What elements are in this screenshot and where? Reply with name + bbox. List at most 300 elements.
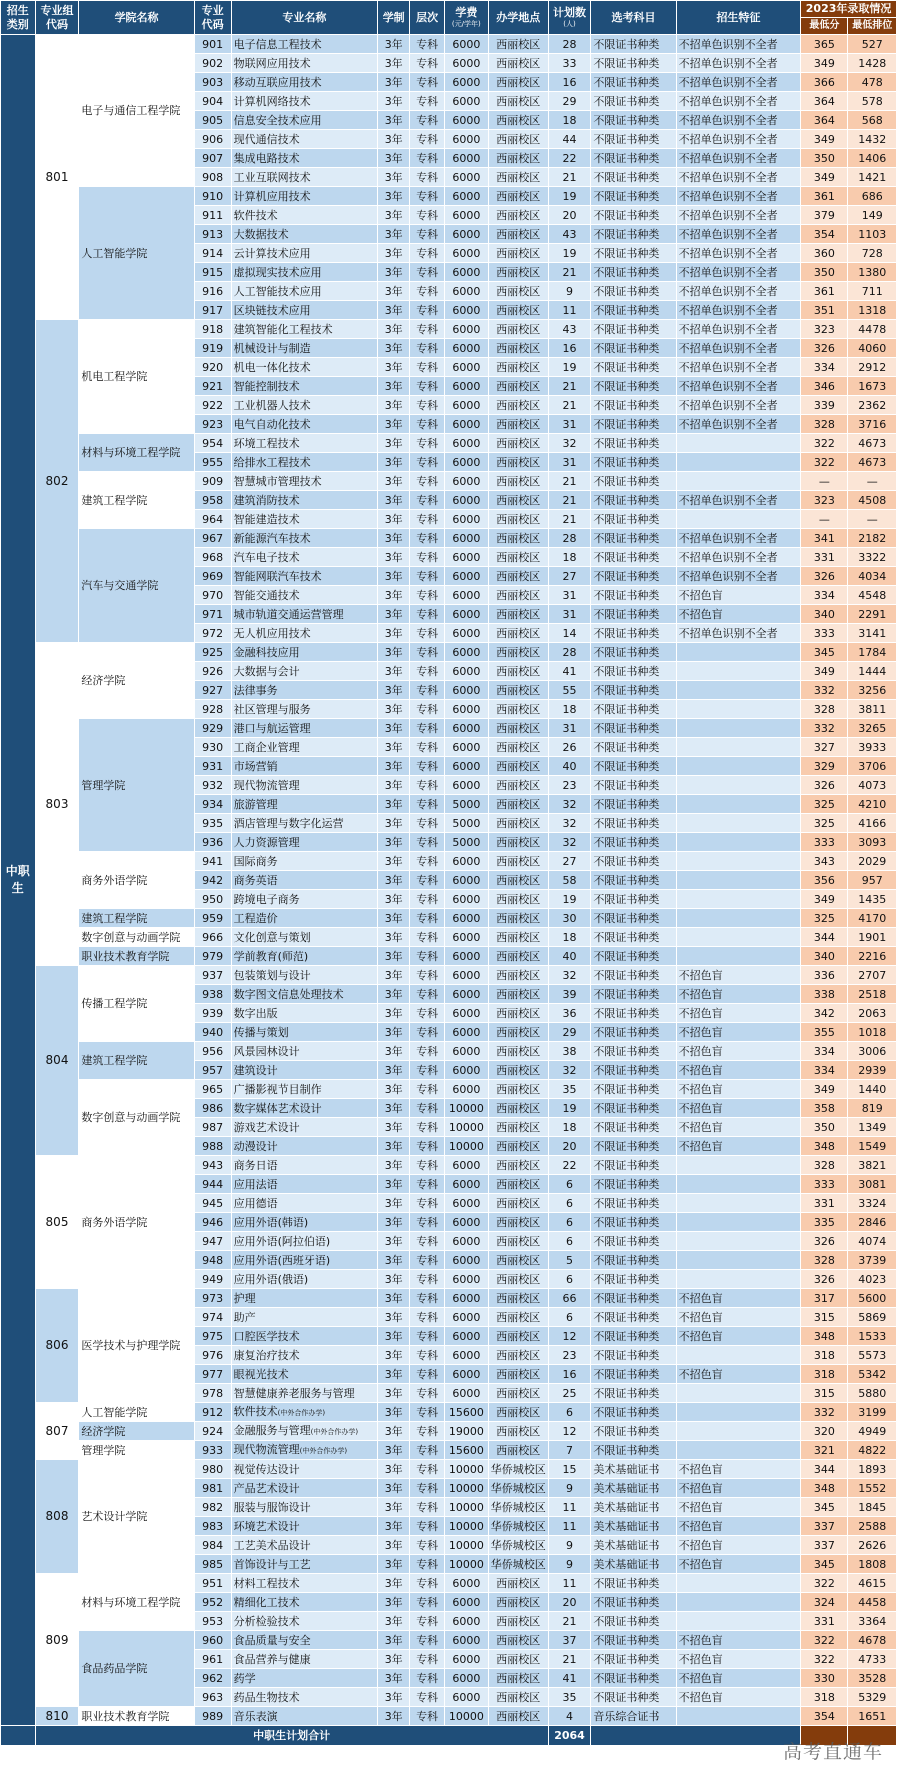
college-cell: 建筑工程学院 xyxy=(79,1042,194,1080)
min-score-cell: 348 xyxy=(801,1479,848,1498)
feature-cell xyxy=(676,472,801,491)
min-rank-cell: 5573 xyxy=(848,1346,897,1365)
subjects-cell: 不限证书种类 xyxy=(591,548,676,567)
level-cell: 专科 xyxy=(410,339,445,358)
duration-cell: 3年 xyxy=(378,624,410,643)
plan-cell: 11 xyxy=(548,1517,591,1536)
duration-cell: 3年 xyxy=(378,73,410,92)
major-name-cell: 应用德语 xyxy=(231,1194,377,1213)
campus-cell: 西丽校区 xyxy=(488,662,548,681)
table-row xyxy=(1,1574,897,1593)
campus-cell: 西丽校区 xyxy=(488,852,548,871)
campus-cell: 华侨城校区 xyxy=(488,1479,548,1498)
level-cell: 专科 xyxy=(410,1175,445,1194)
min-score-cell: 334 xyxy=(801,1042,848,1061)
min-rank-cell: 4673 xyxy=(848,434,897,453)
major-code-cell: 924 xyxy=(194,1422,231,1441)
major-code-cell: 938 xyxy=(194,985,231,1004)
level-cell: 专科 xyxy=(410,472,445,491)
level-cell: 专科 xyxy=(410,1080,445,1099)
feature-cell: 不招单色识别不全者 xyxy=(676,225,801,244)
major-name-cell: 云计算技术应用 xyxy=(231,244,377,263)
header-college: 学院名称 xyxy=(79,1,194,35)
plan-cell: 14 xyxy=(548,624,591,643)
major-code-cell: 987 xyxy=(194,1118,231,1137)
campus-cell: 华侨城校区 xyxy=(488,1517,548,1536)
feature-cell: 不招单色识别不全者 xyxy=(676,320,801,339)
feature-cell xyxy=(676,1251,801,1270)
plan-cell: 16 xyxy=(548,1365,591,1384)
major-name-cell: 应用外语(俄语) xyxy=(231,1270,377,1289)
subjects-cell: 不限证书种类 xyxy=(591,1042,676,1061)
campus-cell: 西丽校区 xyxy=(488,909,548,928)
level-cell: 专科 xyxy=(410,738,445,757)
subjects-cell: 不限证书种类 xyxy=(591,1441,676,1460)
campus-cell: 西丽校区 xyxy=(488,1270,548,1289)
level-cell: 专科 xyxy=(410,1498,445,1517)
subjects-cell: 不限证书种类 xyxy=(591,1327,676,1346)
level-cell: 专科 xyxy=(410,510,445,529)
fee-cell: 6000 xyxy=(444,1650,488,1669)
min-score-cell: 361 xyxy=(801,187,848,206)
min-score-cell: 343 xyxy=(801,852,848,871)
college-cell: 汽车与交通学院 xyxy=(79,529,194,643)
major-name-text: 软件技术 xyxy=(233,1404,278,1418)
level-cell: 专科 xyxy=(410,909,445,928)
table-row xyxy=(1,643,897,662)
duration-cell: 3年 xyxy=(378,662,410,681)
major-name-cell: 物联网应用技术 xyxy=(231,54,377,73)
feature-cell xyxy=(676,681,801,700)
major-name-cell: 国际商务 xyxy=(231,852,377,871)
major-code-cell: 963 xyxy=(194,1688,231,1707)
college-cell: 职业技术教育学院 xyxy=(79,1707,194,1726)
min-rank-cell: 1651 xyxy=(848,1707,897,1726)
major-code-cell: 904 xyxy=(194,92,231,111)
major-name-cell: 环境工程技术 xyxy=(231,434,377,453)
level-cell: 专科 xyxy=(410,1194,445,1213)
subjects-cell: 不限证书种类 xyxy=(591,1023,676,1042)
subjects-cell: 美术基础证书 xyxy=(591,1498,676,1517)
coop-tag: (中外合作办学) xyxy=(277,1408,326,1417)
table-row xyxy=(1,1460,897,1479)
feature-cell: 不招色盲 xyxy=(676,1479,801,1498)
major-name-cell: 人工智能技术应用 xyxy=(231,282,377,301)
min-score-cell: 335 xyxy=(801,1213,848,1232)
campus-cell: 西丽校区 xyxy=(488,586,548,605)
fee-cell: 6000 xyxy=(444,1593,488,1612)
min-rank-cell: 3706 xyxy=(848,757,897,776)
subjects-cell: 不限证书种类 xyxy=(591,1574,676,1593)
subjects-cell: 不限证书种类 xyxy=(591,1061,676,1080)
major-name-cell: 音乐表演 xyxy=(231,1707,377,1726)
plan-cell: 4 xyxy=(548,1707,591,1726)
plan-cell: 12 xyxy=(548,1327,591,1346)
plan-cell: 19 xyxy=(548,244,591,263)
feature-cell xyxy=(676,453,801,472)
feature-cell xyxy=(676,1574,801,1593)
plan-cell: 21 xyxy=(548,168,591,187)
major-code-cell: 959 xyxy=(194,909,231,928)
min-score-cell: 350 xyxy=(801,149,848,168)
min-score-cell: 333 xyxy=(801,624,848,643)
header-fee-unit: (元/学年) xyxy=(451,20,481,28)
campus-cell: 西丽校区 xyxy=(488,757,548,776)
major-code-cell: 951 xyxy=(194,1574,231,1593)
major-name-cell: 应用外语(韩语) xyxy=(231,1213,377,1232)
level-cell: 专科 xyxy=(410,643,445,662)
college-cell: 电子与通信工程学院 xyxy=(79,35,194,187)
major-name-cell: 康复治疗技术 xyxy=(231,1346,377,1365)
header-duration: 学制 xyxy=(378,1,410,35)
subjects-cell: 不限证书种类 xyxy=(591,624,676,643)
level-cell: 专科 xyxy=(410,966,445,985)
duration-cell: 3年 xyxy=(378,1004,410,1023)
duration-cell: 3年 xyxy=(378,35,410,54)
major-name-cell: 社区管理与服务 xyxy=(231,700,377,719)
campus-cell: 西丽校区 xyxy=(488,1118,548,1137)
min-score-cell: 334 xyxy=(801,358,848,377)
feature-cell: 不招色盲 xyxy=(676,1555,801,1574)
min-score-cell: 336 xyxy=(801,966,848,985)
campus-cell: 西丽校区 xyxy=(488,1004,548,1023)
fee-cell: 6000 xyxy=(444,415,488,434)
fee-cell: 6000 xyxy=(444,1175,488,1194)
duration-cell: 3年 xyxy=(378,548,410,567)
duration-cell: 3年 xyxy=(378,1175,410,1194)
min-score-cell: 326 xyxy=(801,339,848,358)
fee-cell: 6000 xyxy=(444,966,488,985)
feature-cell: 不招单色识别不全者 xyxy=(676,491,801,510)
fee-cell: 5000 xyxy=(444,814,488,833)
plan-cell: 6 xyxy=(548,1175,591,1194)
min-rank-cell: 4073 xyxy=(848,776,897,795)
major-code-cell: 973 xyxy=(194,1289,231,1308)
min-score-cell: 354 xyxy=(801,225,848,244)
major-code-cell: 944 xyxy=(194,1175,231,1194)
duration-cell: 3年 xyxy=(378,130,410,149)
min-rank-cell: 957 xyxy=(848,871,897,890)
min-rank-cell: 4678 xyxy=(848,1631,897,1650)
table-row xyxy=(1,1042,897,1061)
major-name-cell: 电子信息工程技术 xyxy=(231,35,377,54)
fee-cell: 6000 xyxy=(444,92,488,111)
fee-cell: 6000 xyxy=(444,947,488,966)
campus-cell: 西丽校区 xyxy=(488,54,548,73)
feature-cell xyxy=(676,795,801,814)
duration-cell: 3年 xyxy=(378,263,410,282)
fee-cell: 6000 xyxy=(444,586,488,605)
fee-cell: 6000 xyxy=(444,1688,488,1707)
header-plan-label: 计划数 xyxy=(553,6,587,19)
subjects-cell: 不限证书种类 xyxy=(591,833,676,852)
fee-cell: 6000 xyxy=(444,358,488,377)
plan-cell: 41 xyxy=(548,662,591,681)
feature-cell: 不招单色识别不全者 xyxy=(676,130,801,149)
plan-cell: 20 xyxy=(548,206,591,225)
subjects-cell: 不限证书种类 xyxy=(591,1232,676,1251)
plan-cell: 21 xyxy=(548,510,591,529)
feature-cell: 不招单色识别不全者 xyxy=(676,244,801,263)
min-rank-cell: 1018 xyxy=(848,1023,897,1042)
major-name-cell xyxy=(231,1441,377,1460)
min-rank-cell: 2029 xyxy=(848,852,897,871)
duration-cell: 3年 xyxy=(378,320,410,339)
min-rank-cell: 4548 xyxy=(848,586,897,605)
fee-cell: 5000 xyxy=(444,833,488,852)
min-rank-cell: 4166 xyxy=(848,814,897,833)
major-name-cell: 环境艺术设计 xyxy=(231,1517,377,1536)
header-major-name: 专业名称 xyxy=(231,1,377,35)
major-code-cell: 921 xyxy=(194,377,231,396)
college-cell: 材料与环境工程学院 xyxy=(79,434,194,472)
major-name-cell: 应用外语(阿拉伯语) xyxy=(231,1232,377,1251)
fee-cell: 5000 xyxy=(444,795,488,814)
table-row xyxy=(1,947,897,966)
feature-cell xyxy=(676,928,801,947)
fee-cell: 6000 xyxy=(444,624,488,643)
table-row xyxy=(1,909,897,928)
min-score-cell: 334 xyxy=(801,1061,848,1080)
major-name-cell: 现代物流管理 xyxy=(231,776,377,795)
subjects-cell: 不限证书种类 xyxy=(591,434,676,453)
level-cell: 专科 xyxy=(410,1688,445,1707)
campus-cell: 西丽校区 xyxy=(488,377,548,396)
feature-cell xyxy=(676,1194,801,1213)
table-row xyxy=(1,472,897,491)
campus-cell: 西丽校区 xyxy=(488,1403,548,1422)
duration-cell: 3年 xyxy=(378,111,410,130)
major-code-cell: 940 xyxy=(194,1023,231,1042)
subjects-cell: 音乐综合证书 xyxy=(591,1707,676,1726)
fee-cell: 6000 xyxy=(444,1156,488,1175)
subjects-cell: 不限证书种类 xyxy=(591,244,676,263)
min-rank-cell: 4733 xyxy=(848,1650,897,1669)
plan-cell: 28 xyxy=(548,35,591,54)
min-rank-cell: 4170 xyxy=(848,909,897,928)
min-rank-cell: 1435 xyxy=(848,890,897,909)
min-rank-cell: 4060 xyxy=(848,339,897,358)
major-name-cell: 精细化工技术 xyxy=(231,1593,377,1612)
footer-blank xyxy=(1,1726,36,1746)
duration-cell: 3年 xyxy=(378,1023,410,1042)
min-score-cell: 326 xyxy=(801,567,848,586)
level-cell: 专科 xyxy=(410,1403,445,1422)
table-row xyxy=(1,1080,897,1099)
min-score-cell: 322 xyxy=(801,1631,848,1650)
plan-cell: 33 xyxy=(548,54,591,73)
duration-cell: 3年 xyxy=(378,1137,410,1156)
campus-cell: 西丽校区 xyxy=(488,681,548,700)
campus-cell: 西丽校区 xyxy=(488,1650,548,1669)
duration-cell: 3年 xyxy=(378,586,410,605)
duration-cell: 3年 xyxy=(378,833,410,852)
fee-cell: 6000 xyxy=(444,852,488,871)
duration-cell: 3年 xyxy=(378,643,410,662)
plan-cell: 9 xyxy=(548,282,591,301)
fee-cell: 6000 xyxy=(444,453,488,472)
plan-cell: 22 xyxy=(548,149,591,168)
plan-cell: 31 xyxy=(548,415,591,434)
fee-cell: 6000 xyxy=(444,928,488,947)
major-code-cell: 980 xyxy=(194,1460,231,1479)
major-code-cell: 976 xyxy=(194,1346,231,1365)
min-score-cell: 361 xyxy=(801,282,848,301)
subjects-cell: 不限证书种类 xyxy=(591,1346,676,1365)
duration-cell: 3年 xyxy=(378,757,410,776)
major-code-cell: 941 xyxy=(194,852,231,871)
fee-cell: 6000 xyxy=(444,130,488,149)
min-rank-cell: 5600 xyxy=(848,1289,897,1308)
min-rank-cell: 5329 xyxy=(848,1688,897,1707)
table-row xyxy=(1,1289,897,1308)
major-name-cell: 风景园林设计 xyxy=(231,1042,377,1061)
fee-cell: 6000 xyxy=(444,643,488,662)
min-rank-cell: 3821 xyxy=(848,1156,897,1175)
plan-cell: 23 xyxy=(548,1346,591,1365)
subjects-cell: 不限证书种类 xyxy=(591,928,676,947)
plan-cell: 19 xyxy=(548,1099,591,1118)
subjects-cell: 不限证书种类 xyxy=(591,909,676,928)
feature-cell: 不招色盲 xyxy=(676,1023,801,1042)
major-code-cell: 916 xyxy=(194,282,231,301)
subjects-cell: 不限证书种类 xyxy=(591,700,676,719)
duration-cell: 3年 xyxy=(378,510,410,529)
major-code-cell: 956 xyxy=(194,1042,231,1061)
major-code-cell: 960 xyxy=(194,1631,231,1650)
table-row xyxy=(1,1441,897,1460)
duration-cell: 3年 xyxy=(378,301,410,320)
min-rank-cell: 2846 xyxy=(848,1213,897,1232)
min-rank-cell: 1808 xyxy=(848,1555,897,1574)
major-code-cell: 957 xyxy=(194,1061,231,1080)
min-rank-cell: 1784 xyxy=(848,643,897,662)
subjects-cell: 不限证书种类 xyxy=(591,1194,676,1213)
duration-cell: 3年 xyxy=(378,244,410,263)
min-score-cell: 318 xyxy=(801,1365,848,1384)
subjects-cell: 不限证书种类 xyxy=(591,1308,676,1327)
feature-cell: 不招色盲 xyxy=(676,1498,801,1517)
subjects-cell: 不限证书种类 xyxy=(591,795,676,814)
feature-cell: 不招单色识别不全者 xyxy=(676,624,801,643)
major-name-cell: 移动互联应用技术 xyxy=(231,73,377,92)
feature-cell: 不招单色识别不全者 xyxy=(676,358,801,377)
fee-cell: 6000 xyxy=(444,1042,488,1061)
level-cell: 专科 xyxy=(410,1612,445,1631)
min-rank-cell: 2912 xyxy=(848,358,897,377)
coop-tag: (中外合作办学) xyxy=(310,1427,359,1436)
fee-cell: 6000 xyxy=(444,1194,488,1213)
campus-cell: 西丽校区 xyxy=(488,1308,548,1327)
major-name-cell: 汽车电子技术 xyxy=(231,548,377,567)
major-code-cell: 902 xyxy=(194,54,231,73)
table-row xyxy=(1,1403,897,1422)
plan-cell: 6 xyxy=(548,1232,591,1251)
min-rank-cell: 3324 xyxy=(848,1194,897,1213)
min-rank-cell: 1444 xyxy=(848,662,897,681)
subjects-cell: 不限证书种类 xyxy=(591,814,676,833)
level-cell: 专科 xyxy=(410,1650,445,1669)
plan-cell: 37 xyxy=(548,1631,591,1650)
college-cell: 管理学院 xyxy=(79,1441,194,1460)
duration-cell: 3年 xyxy=(378,434,410,453)
major-name-cell: 服装与服饰设计 xyxy=(231,1498,377,1517)
plan-cell: 32 xyxy=(548,795,591,814)
major-name-cell: 人力资源管理 xyxy=(231,833,377,852)
level-cell: 专科 xyxy=(410,1213,445,1232)
feature-cell xyxy=(676,1156,801,1175)
subjects-cell: 不限证书种类 xyxy=(591,890,676,909)
major-name-cell: 学前教育(师范) xyxy=(231,947,377,966)
level-cell: 专科 xyxy=(410,1593,445,1612)
major-name-cell: 助产 xyxy=(231,1308,377,1327)
level-cell: 专科 xyxy=(410,1232,445,1251)
major-name-cell: 文化创意与策划 xyxy=(231,928,377,947)
major-name-cell: 游戏艺术设计 xyxy=(231,1118,377,1137)
major-name-cell: 数字出版 xyxy=(231,1004,377,1023)
min-score-cell: 344 xyxy=(801,928,848,947)
duration-cell: 3年 xyxy=(378,1365,410,1384)
major-code-cell: 926 xyxy=(194,662,231,681)
level-cell: 专科 xyxy=(410,605,445,624)
duration-cell: 3年 xyxy=(378,719,410,738)
subjects-cell: 不限证书种类 xyxy=(591,662,676,681)
min-score-cell: 331 xyxy=(801,1612,848,1631)
level-cell: 专科 xyxy=(410,719,445,738)
fee-cell: 6000 xyxy=(444,206,488,225)
major-code-cell: 925 xyxy=(194,643,231,662)
duration-cell: 3年 xyxy=(378,1574,410,1593)
major-name-cell xyxy=(231,1403,377,1422)
min-score-cell: 351 xyxy=(801,301,848,320)
major-code-cell: 920 xyxy=(194,358,231,377)
min-score-cell: 342 xyxy=(801,1004,848,1023)
fee-cell: 10000 xyxy=(444,1118,488,1137)
major-code-cell: 913 xyxy=(194,225,231,244)
subjects-cell: 不限证书种类 xyxy=(591,1593,676,1612)
major-name-cell: 法律事务 xyxy=(231,681,377,700)
campus-cell: 西丽校区 xyxy=(488,206,548,225)
duration-cell: 3年 xyxy=(378,1707,410,1726)
min-rank-cell: — xyxy=(848,472,897,491)
major-code-cell: 927 xyxy=(194,681,231,700)
plan-cell: 21 xyxy=(548,1612,591,1631)
campus-cell: 西丽校区 xyxy=(488,1384,548,1403)
min-score-cell: 322 xyxy=(801,1650,848,1669)
min-score-cell: — xyxy=(801,472,848,491)
fee-cell: 6000 xyxy=(444,890,488,909)
subjects-cell: 不限证书种类 xyxy=(591,149,676,168)
major-code-cell: 971 xyxy=(194,605,231,624)
min-score-cell: — xyxy=(801,510,848,529)
feature-cell xyxy=(676,1270,801,1289)
subjects-cell: 不限证书种类 xyxy=(591,206,676,225)
major-name-cell: 护理 xyxy=(231,1289,377,1308)
fee-cell: 6000 xyxy=(444,1365,488,1384)
subjects-cell: 不限证书种类 xyxy=(591,282,676,301)
min-rank-cell: 4074 xyxy=(848,1232,897,1251)
duration-cell: 3年 xyxy=(378,1441,410,1460)
min-score-cell: 345 xyxy=(801,643,848,662)
duration-cell: 3年 xyxy=(378,1232,410,1251)
major-name-cell: 计算机应用技术 xyxy=(231,187,377,206)
level-cell: 专科 xyxy=(410,662,445,681)
duration-cell: 3年 xyxy=(378,909,410,928)
campus-cell: 华侨城校区 xyxy=(488,1460,548,1479)
fee-cell: 6000 xyxy=(444,700,488,719)
level-cell: 专科 xyxy=(410,586,445,605)
campus-cell: 西丽校区 xyxy=(488,643,548,662)
